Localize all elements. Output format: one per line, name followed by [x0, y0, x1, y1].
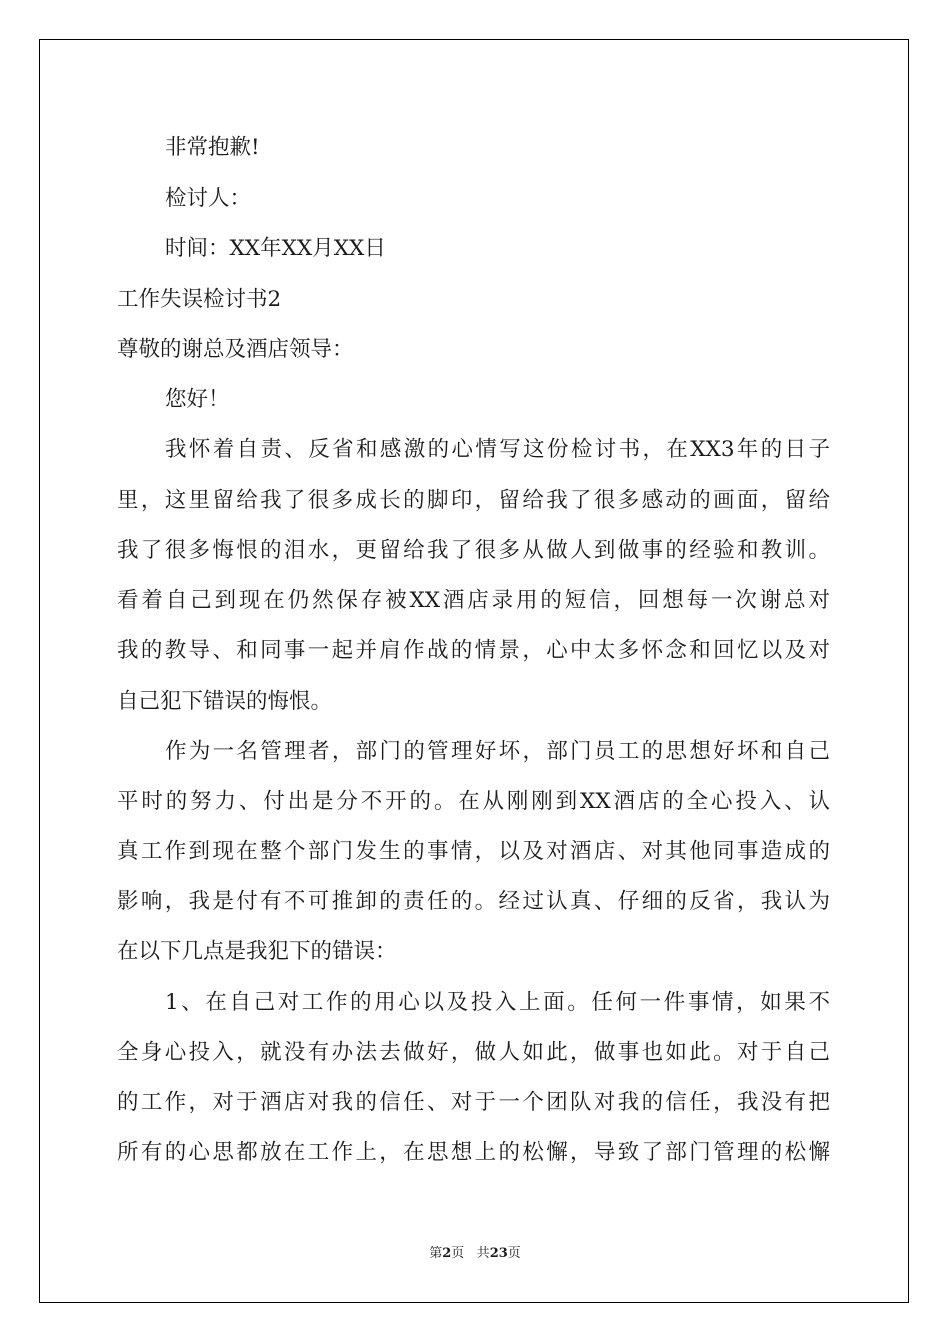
- page-prefix: 第: [429, 1246, 443, 1261]
- paragraph-line: 影响，我是付有不可推卸的责任的。经过认真、仔细的反省，我认为: [117, 889, 830, 914]
- paragraph-line: 我了很多悔恨的泪水，更留给我了很多从做人到做事的经验和教训。: [117, 538, 830, 563]
- date-line: 时间：XX年XX月XX日: [165, 236, 386, 261]
- total-pages: 23: [489, 1246, 508, 1261]
- paragraph-line: 真工作到现在整个部门发生的事情，以及对酒店、对其他同事造成的: [117, 839, 830, 864]
- paragraph-line: 的工作，对于酒店对我的信任、对于一个团队对我的信任，我没有把: [117, 1090, 830, 1115]
- signature-line: 检讨人：: [165, 186, 252, 211]
- paragraph-line: 看着自己到现在仍然保存被XX酒店录用的短信，回想每一次谢总对: [117, 588, 830, 613]
- page-footer: [0, 1245, 950, 1263]
- salutation: 尊敬的谢总及酒店领导：: [117, 337, 354, 362]
- paragraph-line: 平时的努力、付出是分不开的。在从刚刚到XX酒店的全心投入、认: [117, 789, 830, 814]
- paragraph-line: 里，这里留给我了很多成长的脚印，留给我了很多感动的画面，留给: [117, 488, 830, 513]
- section-title: 工作失误检讨书2: [117, 287, 282, 312]
- paragraph-line: 我怀着自责、反省和感激的心情写这份检讨书，在XX3年的日子: [165, 437, 830, 462]
- paragraph-line: 全身心投入，就没有办法去做好，做人如此，做事也如此。对于自己: [117, 1040, 830, 1065]
- closing-apology: 非常抱歉!: [165, 135, 260, 160]
- paragraph-line: 在以下几点是我犯下的错误：: [117, 939, 397, 964]
- paragraph-line: 我的教导、和同事一起并肩作战的情景，心中太多怀念和回忆以及对: [117, 638, 830, 663]
- paragraph-line: 所有的心思都放在工作上，在思想上的松懈，导致了部门管理的松懈: [117, 1140, 830, 1165]
- total-suffix: 页: [507, 1246, 521, 1261]
- page-suffix: 页: [451, 1246, 465, 1261]
- total-prefix: 共: [476, 1246, 490, 1261]
- paragraph-line: 自己犯下错误的悔恨。: [117, 689, 333, 714]
- paragraph-line: 作为一名管理者，部门的管理好坏，部门员工的思想好坏和自己: [165, 739, 830, 764]
- greeting: 您好！: [165, 387, 230, 412]
- page-number: 2: [442, 1246, 452, 1261]
- paragraph-line: 1、在自己对工作的用心以及投入上面。任何一件事情，如果不: [165, 990, 830, 1015]
